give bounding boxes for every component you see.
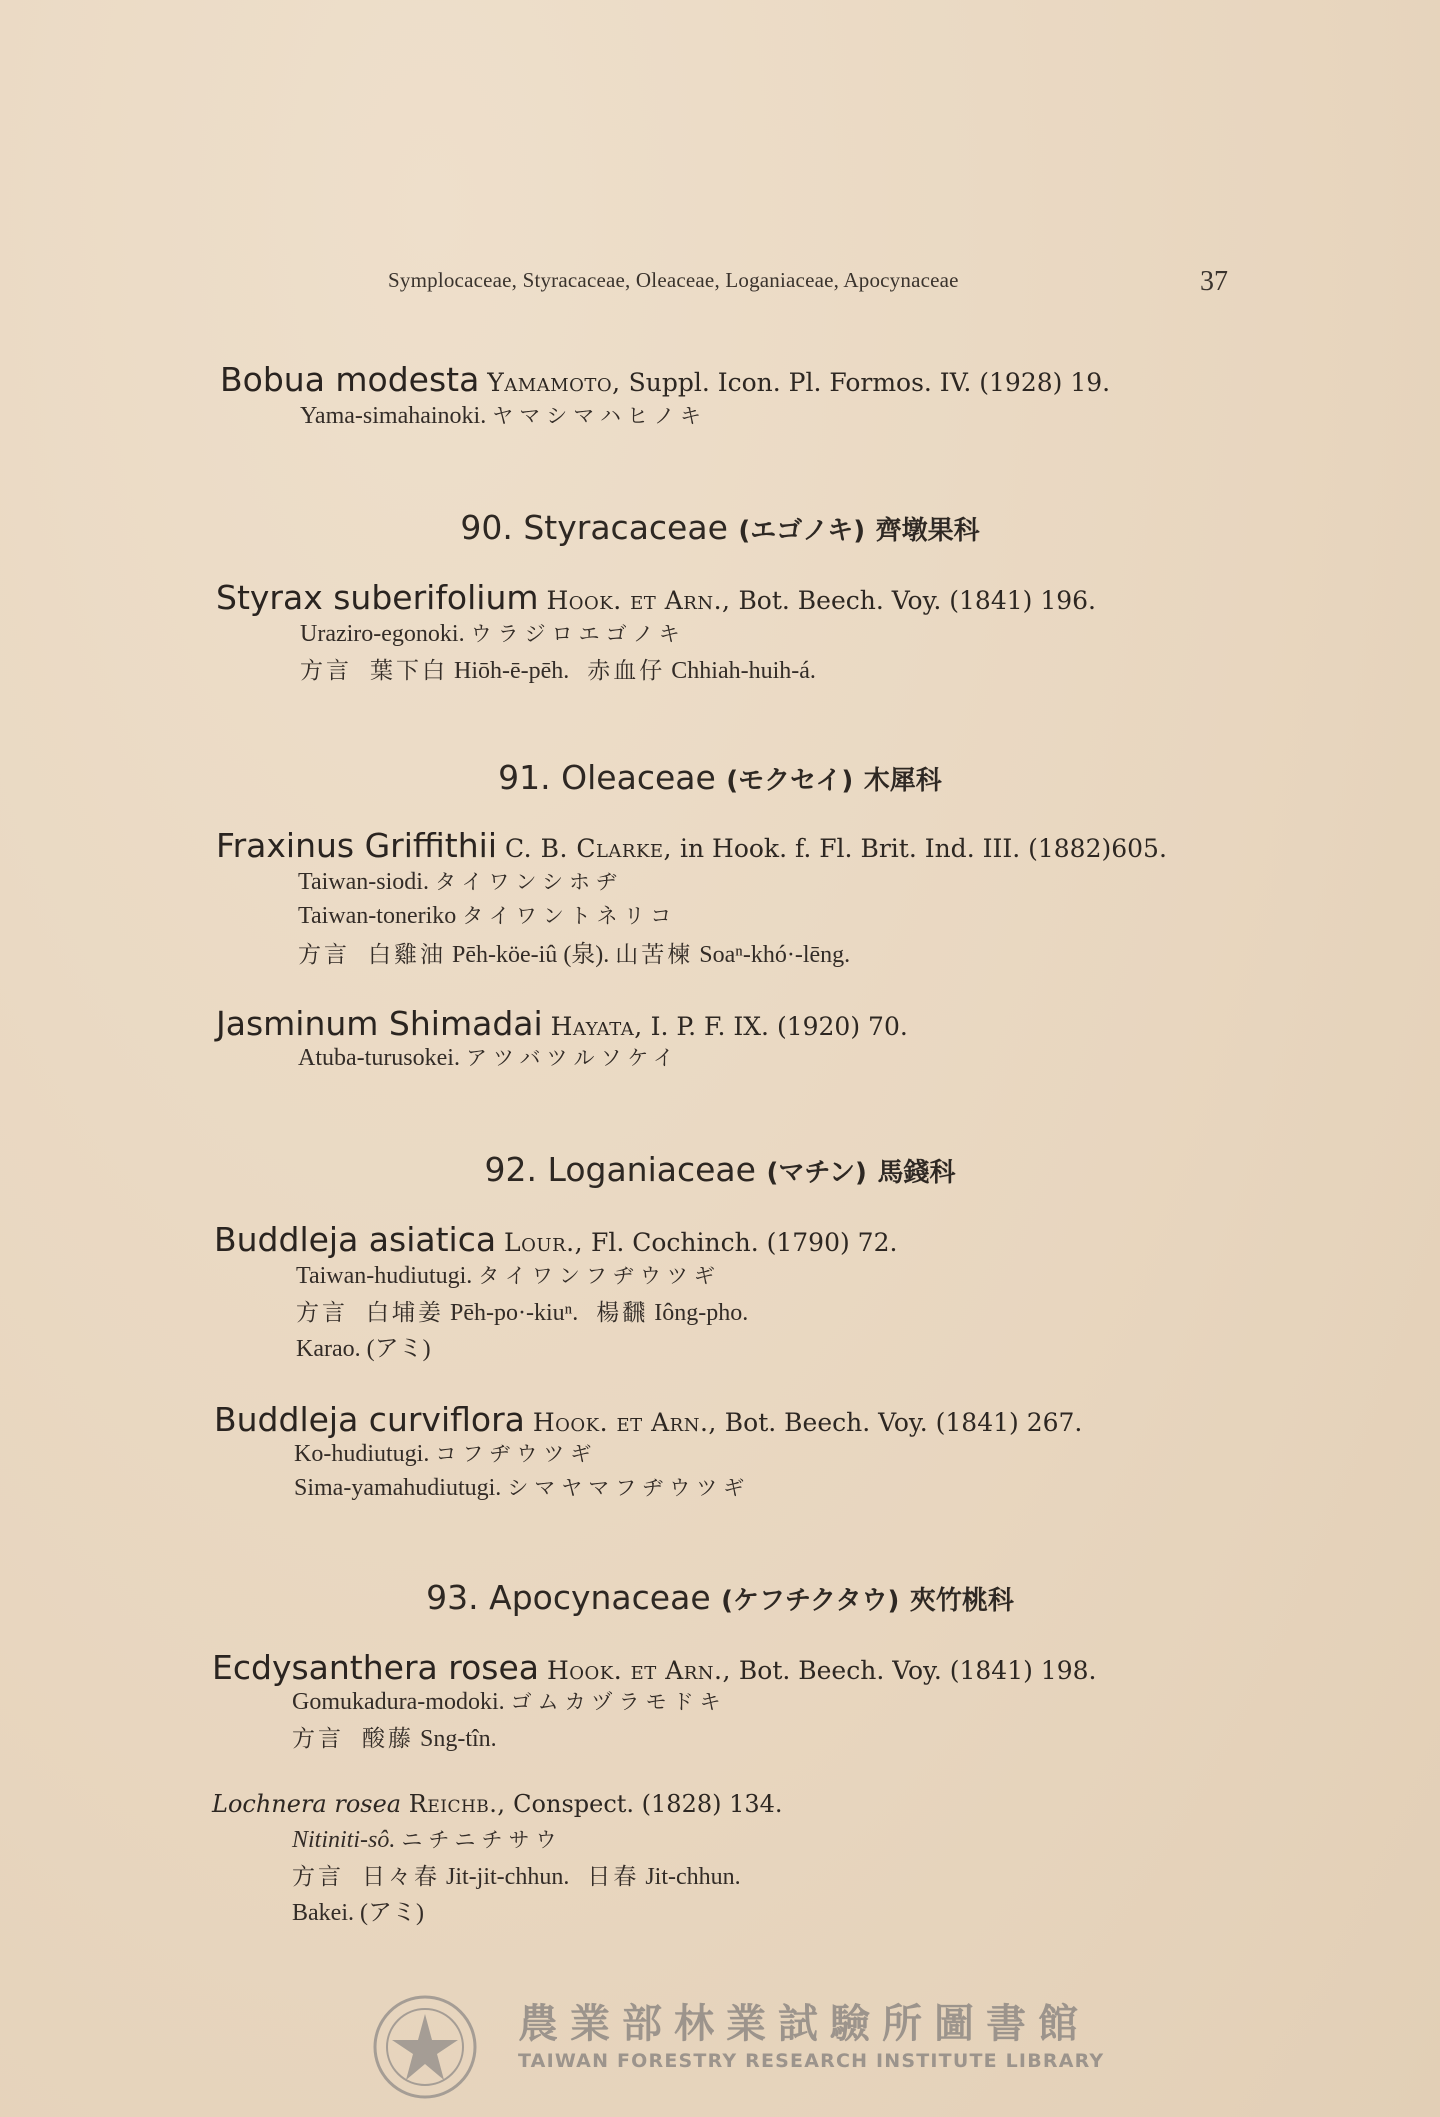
- dialect-romanized: Jit-chhun.: [645, 1864, 741, 1890]
- jp-kana: アツバツルソケイ: [465, 1046, 680, 1070]
- running-header: Symplocaceae, Styracaceae, Oleaceae, Loganiaceae, Apocynaceae: [388, 268, 959, 292]
- author: Reichb.,: [408, 1790, 506, 1818]
- dialect-romanized: Pēh-po·-kiuⁿ.: [450, 1300, 579, 1326]
- jp-romaji: Taiwan-toneriko: [298, 903, 457, 929]
- jp-romaji: Gomukadura-modoki.: [292, 1689, 505, 1715]
- dialect-cjk: 日春: [587, 1864, 640, 1890]
- author: Yamamoto,: [487, 368, 621, 397]
- dialect-romanized: Pēh-köe-iû: [452, 942, 558, 968]
- library-name-zh: 農業部林業試驗所圖書館: [518, 2001, 1090, 2047]
- japanese-name: [298, 1042, 680, 1072]
- species-name: Lochnera rosea: [212, 1790, 402, 1818]
- citation: Bot. Beech. Voy. (1841) 198.: [738, 1656, 1097, 1685]
- library-emblem-icon: [370, 1992, 480, 2102]
- dialect-cjk: 日々春: [362, 1864, 440, 1890]
- family-number: 90.: [460, 508, 513, 547]
- dialect-label: 方言: [298, 942, 350, 968]
- dialect-romanized: Sng-tîn.: [420, 1726, 497, 1752]
- species-entry-buddleja-curviflora: [214, 1400, 1082, 1439]
- family-heading-oleaceae: [0, 758, 1440, 797]
- family-name: Loganiaceae: [547, 1150, 756, 1189]
- family-number: 92.: [484, 1150, 538, 1189]
- dialect-line: [292, 1858, 741, 1891]
- jp-kana: ヤマシマハヒノキ: [492, 404, 707, 428]
- dialect-line: [298, 934, 850, 969]
- species-name: Styrax suberifolium: [216, 578, 539, 617]
- dialect-label: 方言: [296, 1300, 348, 1326]
- jp-romaji: Ko-hudiutugi.: [294, 1441, 430, 1467]
- dialect-label: 方言: [292, 1726, 344, 1752]
- dialect-line: [292, 1720, 497, 1753]
- jp-romaji: Yama-simahainoki.: [300, 403, 487, 429]
- jp-romaji: Atuba-turusokei.: [298, 1045, 460, 1071]
- family-name: Oleaceae: [561, 758, 716, 797]
- author: Hayata,: [550, 1012, 643, 1041]
- author: Hook. et Arn.,: [532, 1408, 717, 1437]
- jp-romaji: Nitiniti-sô.: [292, 1827, 396, 1853]
- dialect-cjk: 山苦楝: [615, 942, 694, 968]
- family-zh: 木犀科: [863, 766, 942, 796]
- citation: Bot. Beech. Voy. (1841) 196.: [738, 586, 1097, 615]
- dialect-cjk: 赤血仔: [587, 658, 666, 684]
- ami-name: Karao. (アミ): [296, 1336, 431, 1362]
- japanese-name: [298, 900, 677, 930]
- jp-kana: コフヂウツギ: [435, 1442, 598, 1466]
- dialect-romanized: Hiōh-ē-pēh.: [454, 658, 570, 684]
- japanese-name: [292, 1686, 727, 1716]
- dialect-label: 方言: [300, 658, 352, 684]
- japanese-name: [294, 1472, 750, 1502]
- species-entry-lochnera: [212, 1790, 783, 1818]
- dialect-romanized: Jit-jit-chhun.: [446, 1864, 570, 1890]
- species-entry-buddleja-asiatica: [214, 1220, 897, 1259]
- family-heading-loganiaceae: [0, 1150, 1440, 1189]
- species-entry-bobua: [220, 360, 1110, 399]
- library-watermark: [370, 1992, 1130, 2092]
- library-name-en: TAIWAN FORESTRY RESEARCH INSTITUTE LIBRARY: [518, 2050, 1105, 2072]
- jp-romaji: Taiwan-hudiutugi.: [296, 1263, 473, 1289]
- jp-kana: ゴムカヅラモドキ: [510, 1690, 727, 1714]
- species-name: Buddleja asiatica: [214, 1220, 497, 1259]
- author: Hook. et Arn.,: [546, 586, 731, 615]
- species-entry-ecdysanthera: [212, 1648, 1096, 1687]
- japanese-name: [296, 1260, 721, 1290]
- japanese-name: [300, 400, 707, 430]
- japanese-name: [292, 1824, 563, 1854]
- jp-kana: タイワントネリコ: [462, 904, 678, 928]
- citation: Fl. Cochinch. (1790) 72.: [590, 1228, 898, 1257]
- jp-kana: シマヤマフヂウツギ: [507, 1476, 751, 1500]
- dialect-line: [296, 1294, 748, 1327]
- family-zh: 齊墩果科: [875, 516, 980, 546]
- dialect-cjk: 葉下白: [370, 658, 448, 684]
- family-heading-styracaceae: [0, 508, 1440, 547]
- jp-romaji: Uraziro-egonoki.: [300, 621, 465, 647]
- family-name: Styracaceae: [523, 508, 728, 547]
- dialect-romanized: Soaⁿ-khó·-lēng.: [699, 942, 851, 968]
- species-name: Jasminum Shimadai: [216, 1004, 543, 1043]
- species-entry-styrax: [216, 578, 1096, 617]
- citation: Conspect. (1828) 134.: [513, 1790, 783, 1818]
- author: Hook. et Arn.,: [546, 1656, 731, 1685]
- jp-kana: ウラジロエゴノキ: [470, 622, 686, 646]
- species-entry-fraxinus: [216, 826, 1167, 865]
- family-zh: 夾竹桃科: [909, 1586, 1014, 1616]
- family-jp: (ケフチクタウ): [721, 1586, 900, 1616]
- ami-name: Bakei. (アミ): [292, 1900, 424, 1926]
- jp-romaji: Sima-yamahudiutugi.: [294, 1475, 502, 1501]
- family-jp: (モクセイ): [726, 766, 854, 796]
- citation: I. P. F. IX. (1920) 70.: [650, 1012, 908, 1041]
- species-name: Fraxinus Griffithii: [216, 826, 497, 865]
- family-jp: (マチン): [766, 1158, 867, 1188]
- dialect-romanized: Iông-pho.: [654, 1300, 749, 1326]
- family-number: 93.: [426, 1578, 479, 1617]
- page-number: 37: [1200, 266, 1228, 297]
- species-name: Bobua modesta: [220, 360, 480, 399]
- dialect-cjk: 白埔姜: [366, 1300, 444, 1326]
- jp-kana: タイワンフヂウツギ: [478, 1264, 721, 1288]
- dialect-cjk: 楊飜: [596, 1300, 649, 1326]
- species-name: Buddleja curviflora: [214, 1400, 525, 1439]
- jp-kana: ニチニチサウ: [401, 1828, 563, 1852]
- species-entry-jasminum: [216, 1004, 908, 1043]
- dialect-note: (泉).: [563, 942, 610, 968]
- citation: Bot. Beech. Voy. (1841) 267.: [724, 1408, 1083, 1437]
- species-name: Ecdysanthera rosea: [212, 1648, 539, 1687]
- author: Lour.,: [504, 1228, 584, 1257]
- family-zh: 馬錢科: [877, 1158, 956, 1188]
- family-heading-apocynaceae: [0, 1578, 1440, 1617]
- citation: Suppl. Icon. Pl. Formos. IV. (1928) 19.: [628, 368, 1111, 397]
- dialect-romanized: Chhiah-huih-á.: [671, 658, 816, 684]
- author: C. B. Clarke,: [504, 834, 673, 863]
- japanese-name: [294, 1438, 597, 1468]
- family-name: Apocynaceae: [489, 1578, 711, 1617]
- dialect-cjk: 酸藤: [362, 1726, 414, 1752]
- dialect-line: [300, 652, 816, 685]
- jp-romaji: Taiwan-siodi.: [298, 869, 429, 895]
- japanese-name: [298, 866, 623, 896]
- jp-kana: タイワンシホヂ: [434, 870, 624, 894]
- dialect-label: 方言: [292, 1864, 344, 1890]
- family-number: 91.: [498, 758, 551, 797]
- dialect-cjk: 白雞油: [368, 942, 446, 968]
- citation: in Hook. f. Fl. Brit. Ind. III. (1882)605.: [679, 834, 1167, 863]
- family-jp: (エゴノキ): [738, 516, 866, 546]
- japanese-name: [300, 618, 686, 648]
